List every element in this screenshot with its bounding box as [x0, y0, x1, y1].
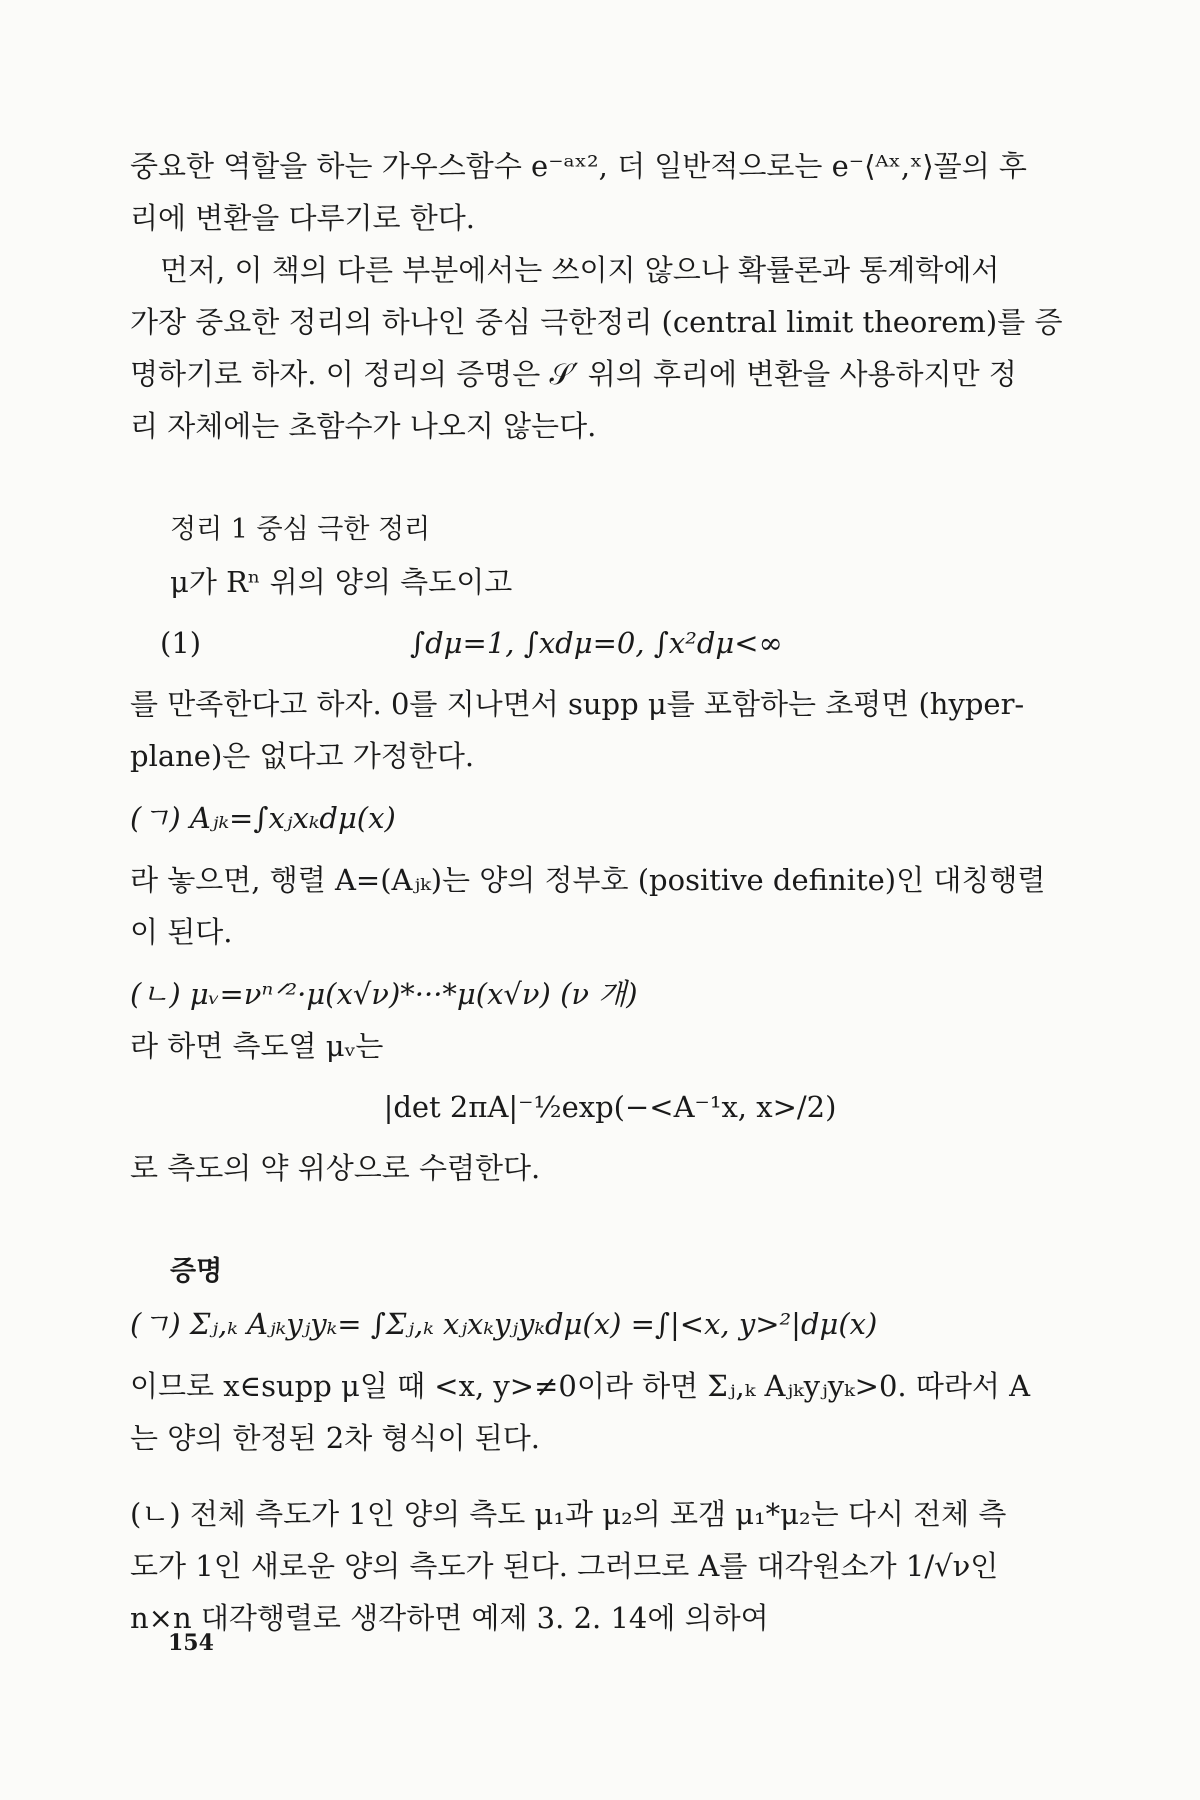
proof-line: (ㄴ) 전체 측도가 1인 양의 측도 μ₁과 μ₂의 포갬 μ₁*μ₂는 다시 전체 측	[130, 1497, 1007, 1531]
equation-1	[130, 608, 1090, 678]
theorem-title: 정리 1 중심 극한 정리	[170, 514, 431, 545]
theorem-line: 이 된다.	[130, 915, 233, 949]
proof-line: 이므로 x∈supp μ일 때 <x, y>≠0이라 하면 Σⱼ,ₖ Aⱼₖyⱼyₖ>0. 따라서 A	[130, 1369, 1031, 1403]
theorem-line: 를 만족한다고 하자. 0를 지나면서 supp μ를 포함하는 초평면 (hyper-	[130, 687, 1025, 721]
proof-line: n×n 대각행렬로 생각하면 예제 3. 2. 14에 의하여	[130, 1601, 769, 1635]
theorem-line: 라 놓으면, 행렬 A=(Aⱼₖ)는 양의 정부호 (positive definite)인 대칭행렬	[130, 863, 1046, 897]
theorem-part-b-definition: (ㄴ) μᵥ=νⁿᐟ²·μ(x√ν)*···*μ(x√ν) (ν 개)	[130, 977, 638, 1011]
limit-expression: |det 2πA|⁻½exp(−<A⁻¹x, x>/2)	[383, 1090, 837, 1124]
theorem-line: plane)은 없다고 가정한다.	[130, 739, 475, 773]
intro-line: 리 자체에는 초함수가 나오지 않는다.	[130, 409, 597, 443]
equation-body: ∫dμ=1, ∫xdμ=0, ∫x²dμ<∞	[410, 626, 783, 660]
theorem-part-a-definition: (ㄱ) Aⱼₖ=∫xⱼxₖdμ(x)	[130, 801, 396, 835]
intro-line: 명하기로 하자. 이 정리의 증명은 𝒮′ 위의 후리에 변환을 사용하지만 정	[130, 357, 1017, 391]
intro-line: 리에 변환을 다루기로 한다.	[130, 201, 476, 235]
intro-line: 가장 중요한 정리의 하나인 중심 극한정리 (central limit theorem)를 증	[130, 305, 1063, 339]
equation-number: (1)	[160, 626, 202, 660]
proof-part-a-equation: (ㄱ) Σⱼ,ₖ Aⱼₖyⱼyₖ= ∫Σⱼ,ₖ xⱼxₖyⱼyₖdμ(x) =∫|<x, y>²|dμ(x)	[130, 1307, 878, 1341]
intro-line: 먼저, 이 책의 다른 부분에서는 쓰이지 않으나 확률론과 통계학에서	[160, 253, 1000, 287]
theorem-hypothesis: μ가 Rⁿ 위의 양의 측도이고	[170, 565, 513, 599]
theorem-conclusion: 로 측도의 약 위상으로 수렴한다.	[130, 1151, 541, 1185]
proof-line: 도가 1인 새로운 양의 측도가 된다. 그러므로 A를 대각원소가 1/√ν인	[130, 1549, 999, 1583]
page-body	[130, 140, 1090, 1644]
page-number: 154	[168, 1630, 214, 1656]
proof-title: 증명	[170, 1256, 223, 1287]
intro-line: 중요한 역할을 하는 가우스함수 e⁻ᵃˣ², 더 일반적으로는 e⁻⟨ᴬˣ,ˣ⟩꼴의 후	[130, 149, 1027, 183]
proof-line: 는 양의 한정된 2차 형식이 된다.	[130, 1421, 540, 1455]
theorem-line: 라 하면 측도열 μᵥ는	[130, 1029, 384, 1063]
